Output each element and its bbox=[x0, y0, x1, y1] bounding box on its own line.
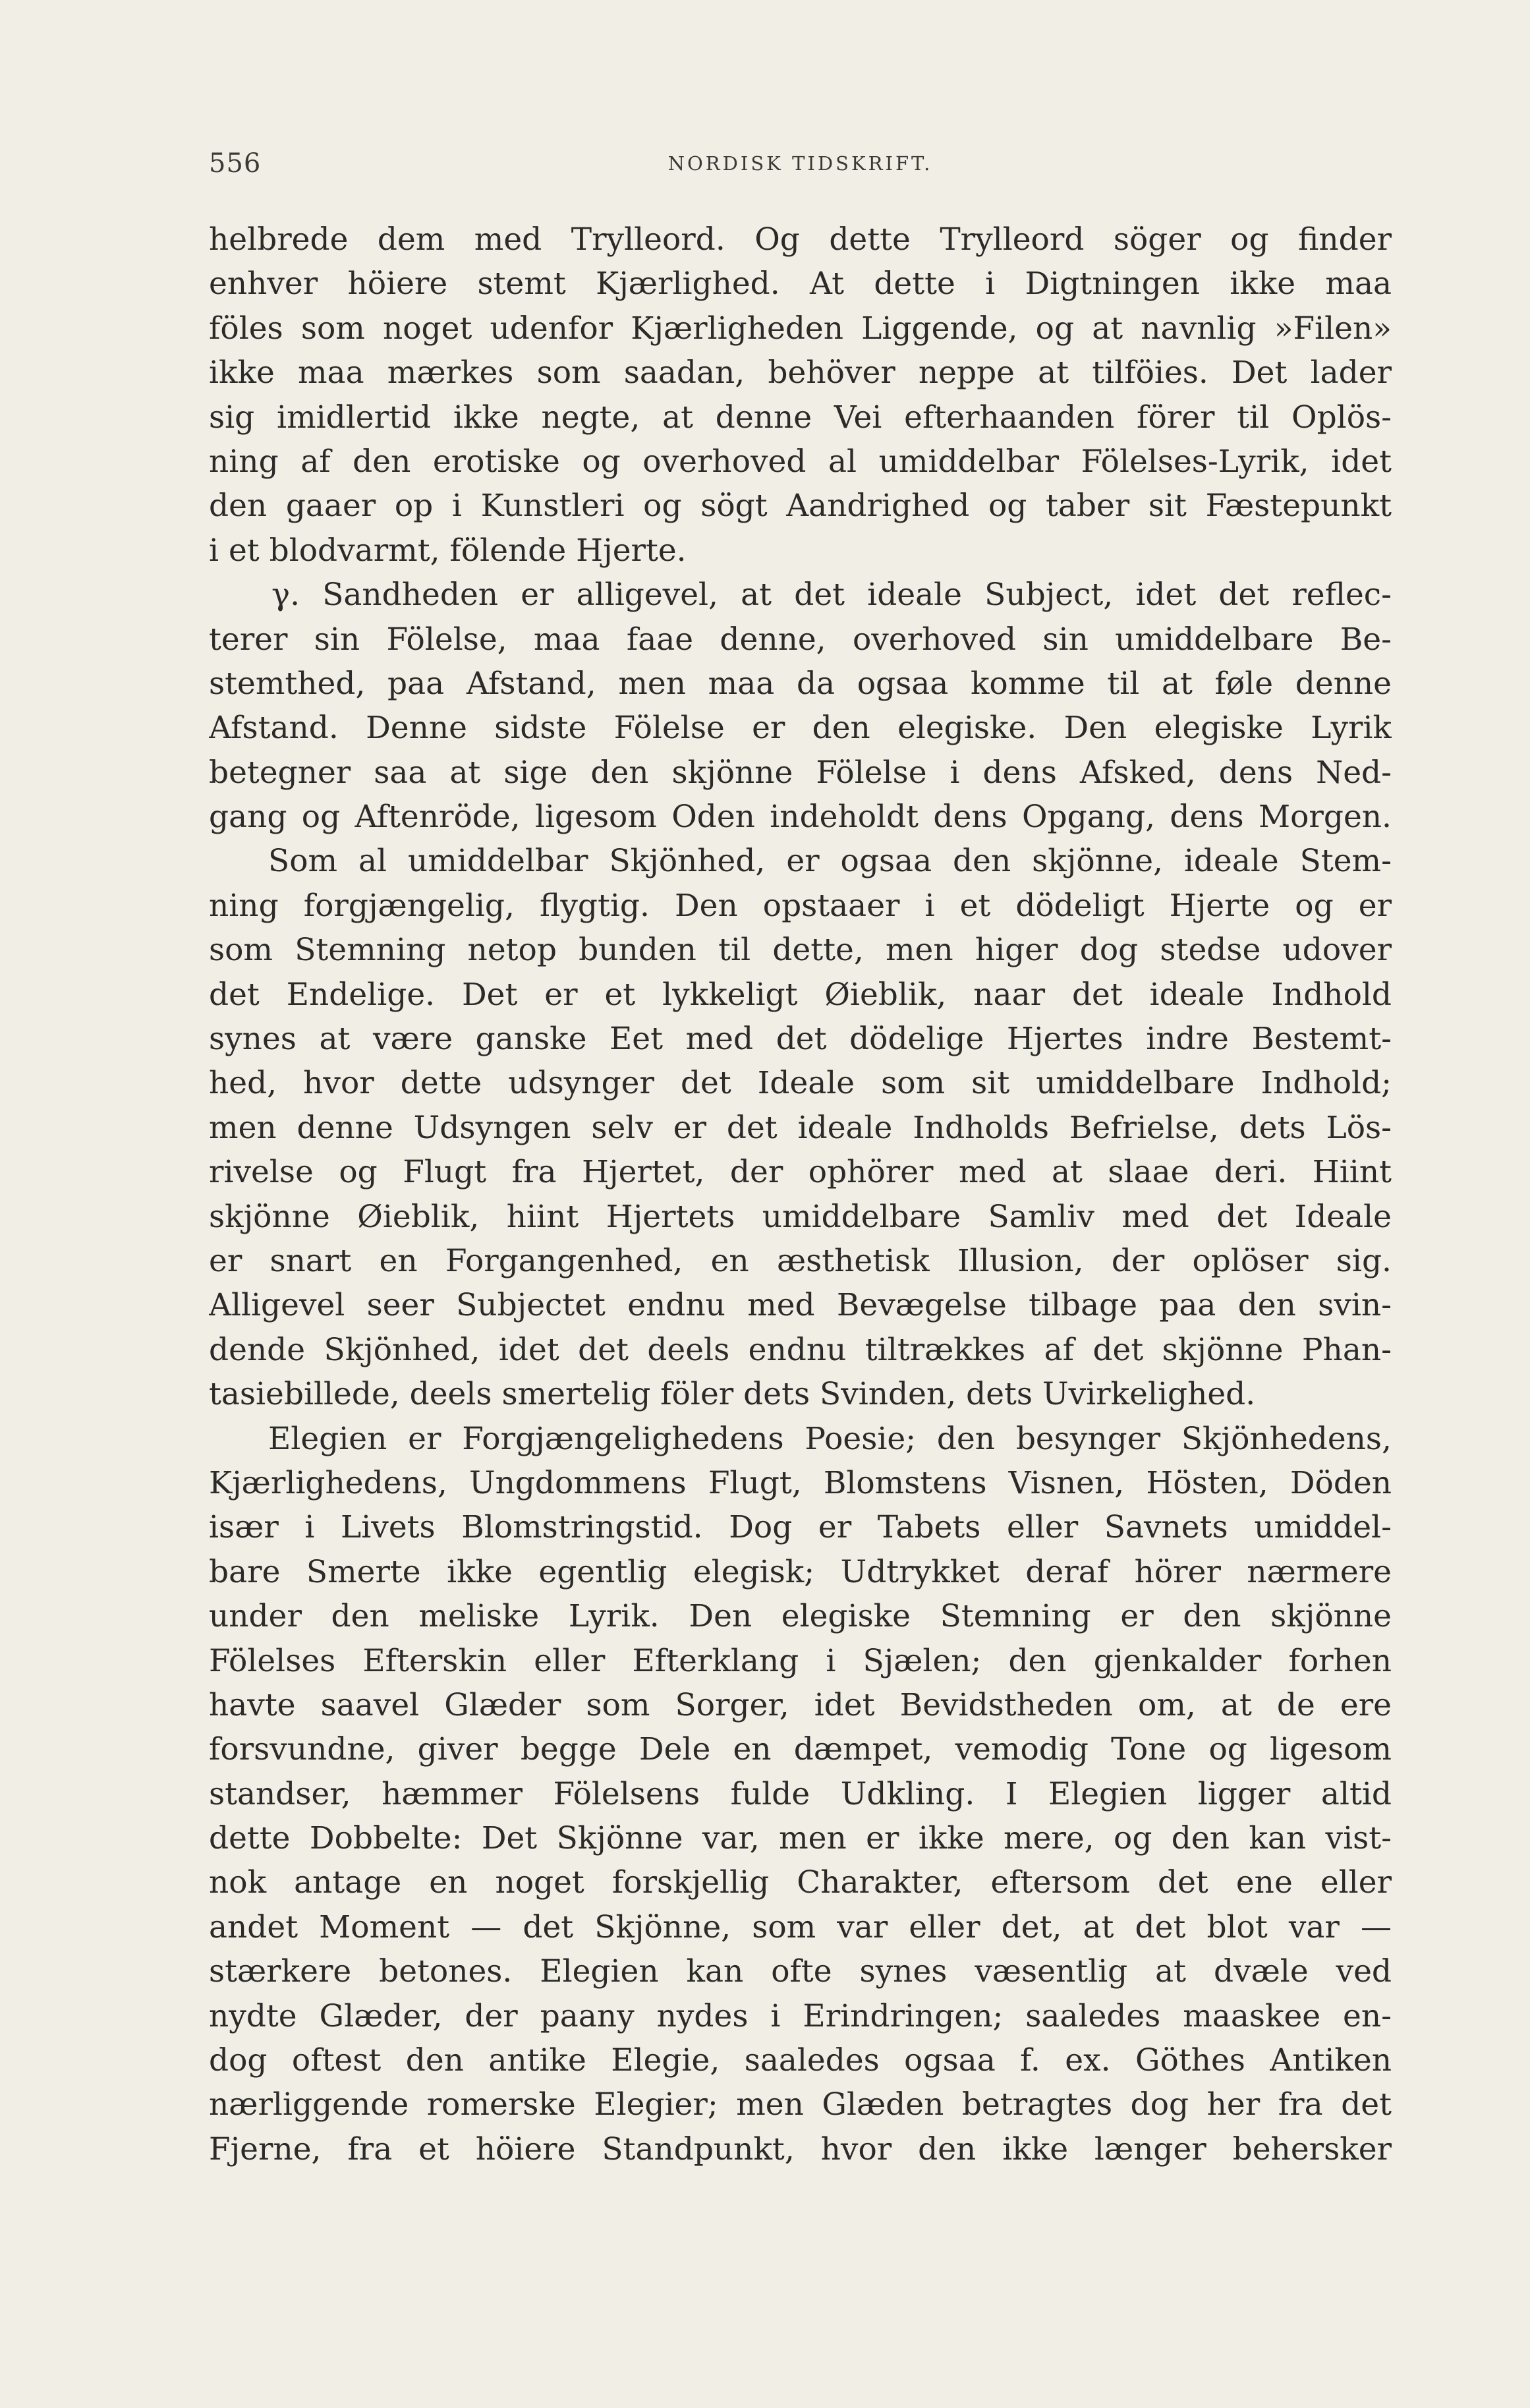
text-line: men denne Udsyngen selv er det ideale Indholds Befrielse, dets Lös- bbox=[209, 1109, 1392, 1146]
text-line: nydte Glæder, der paany nydes i Erindringen; saaledes maaskee en- bbox=[209, 1997, 1392, 2034]
text-line: Fölelses Efterskin eller Efterklang i Sjælen; den gjenkalder forhen bbox=[209, 1642, 1392, 1679]
text-line: er snart en Forgangenhed, en æsthetisk Illusion, der oplöser sig. bbox=[209, 1242, 1392, 1279]
text-line: under den meliske Lyrik. Den elegiske Stemning er den skjönne bbox=[209, 1598, 1392, 1635]
text-line: nok antage en noget forskjellig Charakter, eftersom det ene eller bbox=[209, 1864, 1392, 1901]
text-line: skjönne Øieblik, hiint Hjertets umiddelbare Samliv med det Ideale bbox=[209, 1198, 1392, 1235]
text-line: standser, hæmmer Fölelsens fulde Udkling. I Elegien ligger altid bbox=[209, 1775, 1392, 1812]
text-line: Kjærlighedens, Ungdommens Flugt, Blomstens Visnen, Hösten, Döden bbox=[209, 1464, 1392, 1501]
text-line: sig imidlertid ikke negte, at denne Vei efterhaanden förer til Oplös- bbox=[209, 399, 1392, 436]
text-line: andet Moment — det Skjönne, som var eller det, at det blot var — bbox=[209, 1908, 1392, 1945]
text-line: Fjerne, fra et höiere Standpunkt, hvor den ikke længer behersker bbox=[209, 2131, 1392, 2167]
text-line: helbrede dem med Trylleord. Og dette Trylleord söger og finder bbox=[209, 221, 1392, 258]
text-line: gang og Aftenröde, ligesom Oden indeholdt dens Opgang, dens Morgen. bbox=[209, 799, 1392, 836]
text-line: havte saavel Glæder som Sorger, idet Bevidstheden om, at de ere bbox=[209, 1686, 1392, 1723]
page-header bbox=[209, 148, 1392, 188]
text-line: dende Skjönhed, idet det deels endnu tiltrækkes af det skjönne Phan- bbox=[209, 1331, 1392, 1368]
running-head: NORDISK TIDSKRIFT. bbox=[667, 152, 933, 175]
text-line: ning af den erotiske og overhoved al umiddelbar Fölelses-Lyrik, idet bbox=[209, 443, 1392, 480]
text-line: hed, hvor dette udsynger det Ideale som sit umiddelbare Indhold; bbox=[209, 1065, 1392, 1102]
text-line: γ. Sandheden er alligevel, at det ideale Subject, idet det reflec- bbox=[271, 577, 1392, 614]
text-line: nærliggende romerske Elegier; men Glæden betragtes dog her fra det bbox=[209, 2086, 1392, 2123]
text-line: ning forgjængelig, flygtig. Den opstaaer i et dödeligt Hjerte og er bbox=[209, 887, 1392, 924]
text-line: föles som noget udenfor Kjærligheden Liggende, og at navnlig »Filen» bbox=[209, 310, 1392, 347]
text-line: stærkere betones. Elegien kan ofte synes væsentlig at dvæle ved bbox=[209, 1953, 1392, 1990]
text-line: enhver höiere stemt Kjærlighed. At dette i Digtningen ikke maa bbox=[209, 266, 1392, 302]
text-line: Elegien er Forgjængelighedens Poesie; den besynger Skjönhedens, bbox=[268, 1420, 1392, 1457]
text-line: synes at være ganske Eet med det dödelige Hjertes indre Bestemt- bbox=[209, 1021, 1392, 1058]
text-line: som Stemning netop bunden til dette, men higer dog stedse udover bbox=[209, 932, 1392, 969]
text-line: dog oftest den antike Elegie, saaledes ogsaa f. ex. Göthes Antiken bbox=[209, 2042, 1392, 2079]
text-line: Alligevel seer Subjectet endnu med Bevægelse tilbage paa den svin- bbox=[209, 1287, 1392, 1324]
body-text bbox=[209, 217, 1392, 2171]
text-line: terer sin Fölelse, maa faae denne, overhoved sin umiddelbare Be- bbox=[209, 621, 1392, 658]
text-line: dette Dobbelte: Det Skjönne var, men er ikke mere, og den kan vist- bbox=[209, 1820, 1392, 1857]
text-line: stemthed, paa Afstand, men maa da ogsaa komme til at føle denne bbox=[209, 665, 1392, 702]
text-line: rivelse og Flugt fra Hjertet, der ophörer med at slaae deri. Hiint bbox=[209, 1154, 1392, 1191]
text-line: den gaaer op i Kunstleri og sögt Aandrighed og taber sit Fæstepunkt bbox=[209, 488, 1392, 525]
text-line: Afstand. Denne sidste Fölelse er den elegiske. Den elegiske Lyrik bbox=[209, 710, 1392, 747]
page-number: 556 bbox=[209, 148, 262, 179]
text-line: betegner saa at sige den skjönne Fölelse i dens Afsked, dens Ned- bbox=[209, 754, 1392, 791]
text-line: i et blodvarmt, fölende Hjerte. bbox=[209, 532, 687, 569]
text-line: det Endelige. Det er et lykkeligt Øieblik, naar det ideale Indhold bbox=[209, 976, 1392, 1013]
text-line: bare Smerte ikke egentlig elegisk; Udtrykket deraf hörer nærmere bbox=[209, 1553, 1392, 1590]
text-line: Som al umiddelbar Skjönhed, er ogsaa den skjönne, ideale Stem- bbox=[268, 843, 1392, 880]
text-line: tasiebillede, deels smertelig föler dets Svinden, dets Uvirkelighed. bbox=[209, 1376, 1256, 1413]
text-line: ikke maa mærkes som saadan, behöver neppe at tilföies. Det lader bbox=[209, 355, 1392, 391]
text-line: især i Livets Blomstringstid. Dog er Tabets eller Savnets umiddel- bbox=[209, 1509, 1392, 1546]
text-line: forsvundne, giver begge Dele en dæmpet, vemodig Tone og ligesom bbox=[209, 1731, 1392, 1768]
